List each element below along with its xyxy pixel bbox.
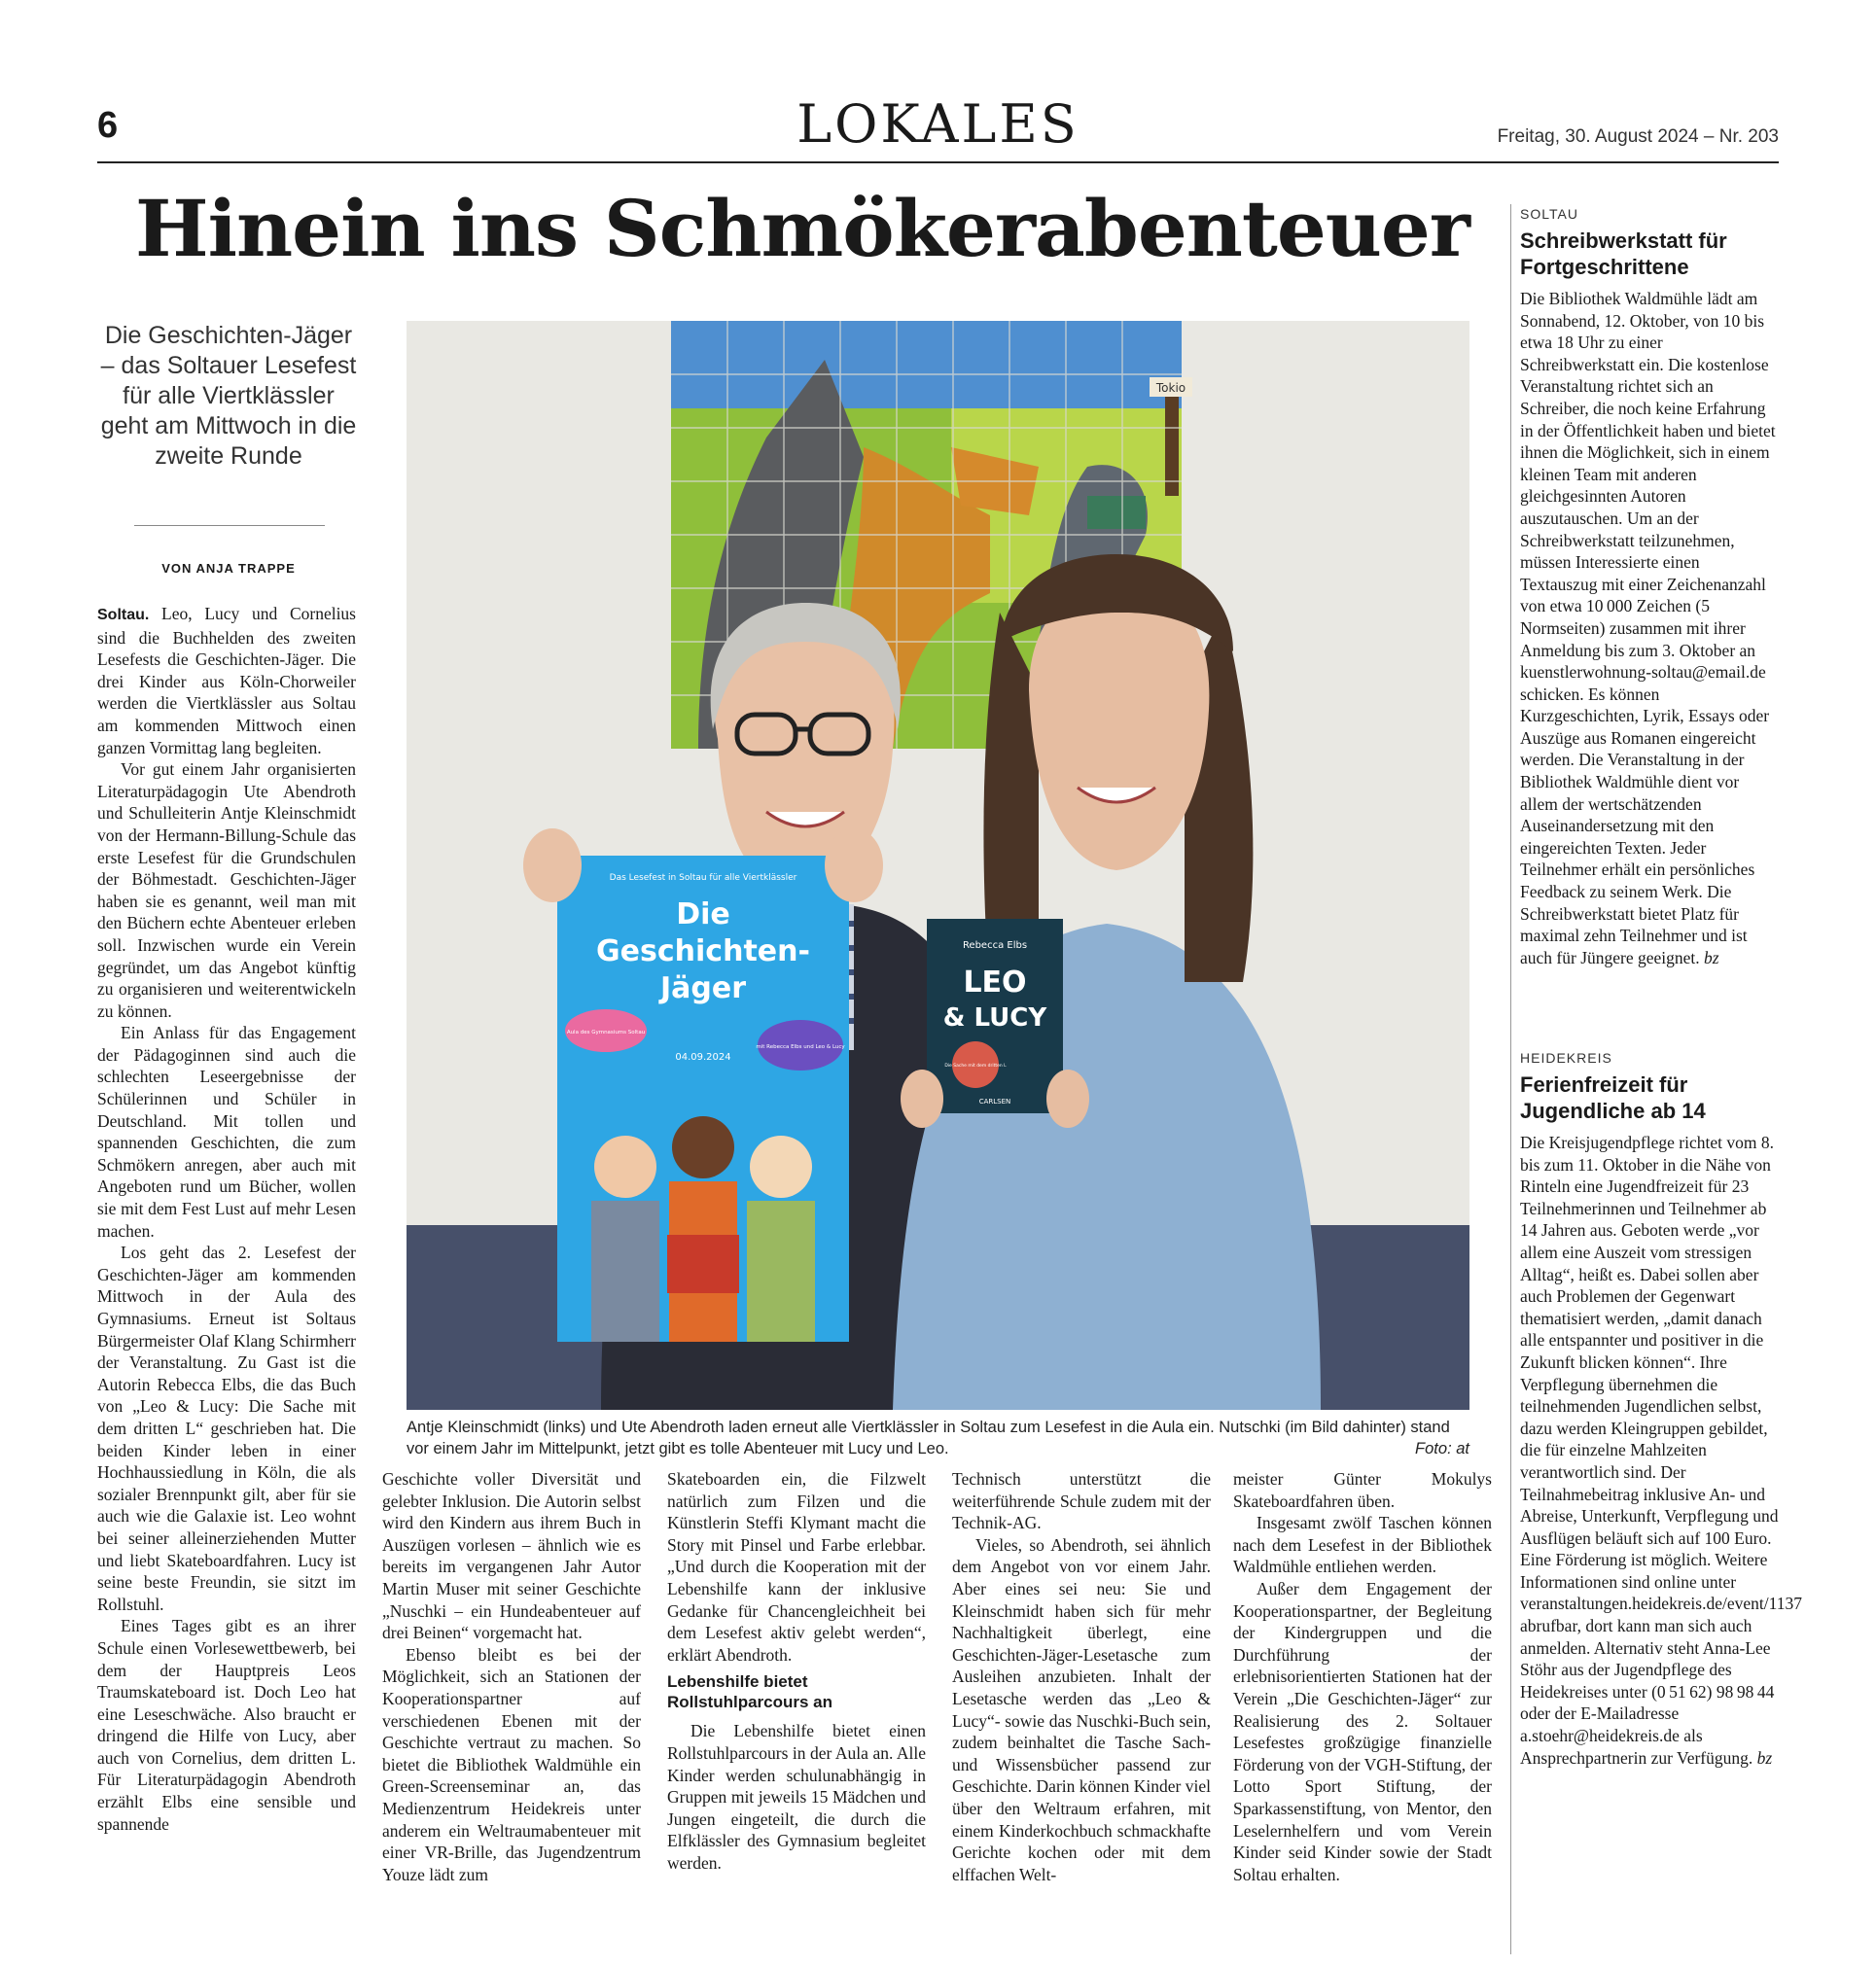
page-number: 6 bbox=[97, 105, 119, 146]
section-title: LOKALES bbox=[796, 93, 1080, 155]
paragraph: Eines Tages gibt es an ihrer Schule einen Vorlesewettbewerb, bei dem der Hauptpreis Leos Traumskateboard ist. Doch Leo hat eine Leseschwäche. Also braucht er dringend die Hilfe von Lucy, aber auch von Cornelius, dem dritten L. Für Literaturpädagogin Abendroth erzählt Elbs eine sensible und spannende bbox=[97, 1616, 356, 1834]
poster-top-line: Das Lesefest in Soltau für alle Viertklässler bbox=[609, 873, 797, 883]
sidebar-item-schreibwerkstatt bbox=[1520, 206, 1781, 968]
paragraph: Los geht das 2. Lesefest der Geschichten-Jäger am kommenden Mittwoch in der Aula des Gymnasiums. Erneut ist Soltaus Bürgermeister Olaf Klang Schirmherr der Veranstaltung. Zu Gast ist die Autorin Rebecca Elbs, die das Buch von „Leo & Lucy: Die Sache mit dem dritten L“ geschrieben hat. Die beiden Kinder leben in einer Hochhaussiedlung in Köln, die als sozialer Brennpunkt gilt, aber für sie auch wie die Galaxie ist. Leo wohnt bei seiner alleinerziehenden Mutter und liebt Skateboardfahren. Lucy ist seine beste Freundin, sie sitzt im Rollstuhl. bbox=[97, 1243, 356, 1614]
book-poster bbox=[557, 856, 849, 1342]
teaser-divider bbox=[134, 525, 325, 526]
poster-bubble-left: Aula des Gymnasiums Soltau bbox=[566, 1030, 646, 1036]
paragraph: Skateboarden ein, die Filzwelt natürlich zum Filzen und die Künstlerin Steffi Klymant macht die Story mit Pinsel und Farbe erlebbar. „Und durch die Kooperation mit der Lebenshilfe kann der inklusive Gedanke für Chancengleichheit bei dem Lesefest aktiv gelebt werden“, erklärt Abendroth. bbox=[667, 1469, 926, 1665]
article-subheading: Lebenshilfe bietet Rollstuhlparcours an bbox=[667, 1672, 833, 1712]
article-headline: Hinein ins Schmökerabenteuer bbox=[135, 183, 1469, 274]
book-subtitle: Die Sache mit dem dritten L bbox=[944, 1064, 1007, 1069]
paragraph: Vieles, so Abendroth, sei ähnlich dem Angebot von vor einem Jahr. Aber eines sei neu: Sie und Kleinschmidt haben sich für mehr Nachhaltigkeit überlegt, eine Geschichten-Jäger-Lesetasche zum Ausleihen anzubieten. Inhalt der Lesetasche werden das „Leo & Lucy“- sowie das Nuschki-Buch sein, zudem beinhaltet die Tasche Sach- und Wissensbücher passend zur Geschichte. Darin können Kinder viel über den Weltraum erfahren, mit einem Kinderkochbuch schmackhafte Gerichte kochen oder mit dem elffachen Welt- bbox=[952, 1534, 1211, 1884]
sidebar-signature: bz bbox=[1756, 1747, 1773, 1768]
paragraph: Geschichte voller Diversität und gelebter Inklusion. Die Autorin selbst wird den Kindern aus ihrem Buch in Auszügen vorlesen – ähnlich wie es bereits im vergangenen Jahr Autor Martin Muser mit seiner Geschichte „Nuschki – ein Hundeabenteuer auf drei Beinen“ vorgemacht hat. bbox=[382, 1469, 641, 1643]
poster-title-line2: Geschichten- bbox=[596, 934, 810, 968]
byline: VON ANJA TRAPPE bbox=[161, 561, 296, 576]
paragraph-text: Leo, Lucy und Cornelius sind die Buchhelden des zweiten Lesefests die Geschichten-Jäger. Die drei Kinder aus Köln-Chorweiler werden die Viertklässler aus Soltau am kommenden Mittwoch einen ganzen Vormittag lang begleiten. bbox=[97, 604, 356, 757]
book-publisher: CARLSEN bbox=[978, 1098, 1011, 1106]
book-leo-lucy bbox=[927, 919, 1063, 1113]
sidebar-text bbox=[1520, 1132, 1802, 1769]
article-column-5 bbox=[1233, 1468, 1492, 1885]
poster-date: 04.09.2024 bbox=[675, 1052, 731, 1063]
paragraph: meister Günter Mokulys Skateboardfahren üben. bbox=[1233, 1469, 1492, 1511]
poster-bubble-right: mit Rebecca Elbs und Leo & Lucy bbox=[756, 1044, 845, 1050]
painting-sign-text: Tokio bbox=[1155, 381, 1186, 395]
paragraph: Technisch unterstützt die weiterführende Schule zudem mit der Technik-AG. bbox=[952, 1469, 1211, 1533]
poster-title-line3: Jäger bbox=[659, 971, 747, 1005]
sidebar-headline: Ferienfreizeit für Jugendliche ab 14 bbox=[1520, 1072, 1706, 1123]
paragraph: Ein Anlass für das Engagement der Pädagoginnen sind auch die schlechten Leseergebnisse der Schülerinnen und Schüler in Deutschland. Mit tollen und spannenden Geschichten, die zum Schmökern anregen, aber auch mit Angeboten rund um Bücher, wollen sie mit dem Fest Lust auf mehr Lesen machen. bbox=[97, 1023, 356, 1241]
sidebar-signature: bz bbox=[1704, 947, 1719, 967]
book-title-line1: LEO bbox=[963, 965, 1027, 1000]
book-author: Rebecca Elbs bbox=[962, 940, 1028, 951]
poster-title-line1: Die bbox=[676, 897, 730, 931]
photo-caption bbox=[407, 1417, 1469, 1459]
article-teaser: Die Geschichten-Jäger – das Soltauer Lesefest für alle Viertklässler geht am Mittwoch in die zweite Runde bbox=[100, 322, 357, 470]
sidebar-text bbox=[1520, 288, 1781, 968]
article-column-3 bbox=[667, 1468, 926, 1875]
paragraph: Außer dem Engagement der Kooperationspartner, der Begleitung der Kindergruppen und die Durchführung der erlebnisorientierten Stationen hat der Verein „Die Geschichten-Jäger“ zur Realisierung des 2. Soltauer Lesefestes großzügige finanzielle Förderung von der VGH-Stiftung, der Lotto Sport Stiftung, der Sparkassenstiftung, von Mentor, den Leselernhelfern und vom Verein Kinder seid Kinder sowie der Stadt Soltau erhalten. bbox=[1233, 1578, 1492, 1884]
article-column-1 bbox=[97, 603, 356, 1835]
paragraph: Insgesamt zwölf Taschen können nach dem Lesefest in der Bibliothek Waldmühle entliehen werden. bbox=[1233, 1513, 1492, 1577]
sidebar-divider bbox=[1510, 204, 1511, 1954]
sidebar-body: Die Bibliothek Waldmühle lädt am Sonnabend, 12. Oktober, von 10 bis etwa 18 Uhr zu einer Schreibwerkstatt ein. Die kostenlose Veranstaltung richtet sich an Schreiber, die noch keine Erfahrung in der Öffentlichkeit haben und bietet ihnen die Möglichkeit, sich in einem kleinen Team mit anderen gleichgesinnten Autoren auszutauschen. Um an der Schreibwerkstatt teilzunehmen, müssen Interessierte einen Textauszug mit einer Zeichenanzahl von etwa 10 000 Zeichen (5 Normseiten) zusammen mit ihrer Anmeldung bis zum 3. Oktober an kuenstlerwohnung-soltau@email.de schicken. Es können Kurzgeschichten, Lyrik, Essays oder Auszüge aus Romanen eingereicht werden. Die Veranstaltung in der Bibliothek Waldmühle dient vor allem der wertschätzenden Auseinandersetzung mit den eingereichten Texten. Jeder Teilnehmer erhält ein persönliches Feedback zu seinem Werk. Die Schreibwerkstatt bietet Platz für maximal zehn Teilnehmer und ist auch für Jüngere geeignet. bbox=[1520, 289, 1776, 967]
paragraph: Die Lebenshilfe bietet einen Rollstuhlparcours in der Aula an. Alle Kinder werden schulunabhängig in Gruppen mit jeweils 15 Mädchen und Jungen eingeteilt, die durch die Elfklässler des Gymnasium begleitet werden. bbox=[667, 1721, 926, 1873]
paragraph: Ebenso bleibt es bei der Möglichkeit, sich an Stationen der Kooperationspartner auf verschiedenen Ebenen mit der Geschichte vertraut zu machen. So bietet die Bibliothek Waldmühle ein Green-Screenseminar an, das Medienzentrum Heidekreis unter anderem ein Weltraumabenteuer mit einer VR-Brille, das Jugendzentrum Youze lädt zum bbox=[382, 1644, 641, 1884]
sidebar-body: Die Kreisjugendpflege richtet vom 8. bis zum 11. Oktober in die Nähe von Rinteln eine Jugendfreizeit für 23 Teilnehmerinnen und Teilnehmer ab 14 Jahren aus. Geboten werde „vor allem eine Auszeit vom stressigen Alltag“, heißt es. Dabei sollen aber auch Problemen der Gegenwart thematisiert werden, „damit danach alle entspannter und positiver in die Zukunft blicken können“. Ihre Verpflegung übernehmen die teilnehmenden Jugendlichen selbst, dazu werden Kleingruppen gebildet, die für einzelne Mahlzeiten verantwortlich sind. Der Teilnahmebeitrag inklusive An- und Abreise, Unterkunft, Verpflegung und Ausflügen beläuft sich auf 100 Euro. Eine Förderung ist möglich. Weitere Informationen sind online unter veranstaltungen.heidekreis.de/event/1137 abrufbar, dort kann man sich auch anmelden. Alternativ steht Anna-Lee Stöhr aus der Jugendpflege des Heidekreises unter (0 51 62) 98 98 44 oder der E-Mailadresse a.stoehr@heidekreis.de als Ansprechpartnerin zur Verfügung. bbox=[1520, 1133, 1802, 1768]
article-column-2 bbox=[382, 1468, 641, 1885]
photo-illustration bbox=[407, 321, 1469, 1410]
issue-date: Freitag, 30. August 2024 – Nr. 203 bbox=[1497, 126, 1779, 147]
sidebar-item-ferienfreizeit bbox=[1520, 1050, 1802, 1769]
paragraph: Vor gut einem Jahr organisierten Literaturpädagogin Ute Abendroth und Schulleiterin Antje Kleinschmidt von der Hermann-Billung-Schule das erste Lesefest für die Grundschulen der Böhmestadt. Geschichten-Jäger haben sie es genannt, weil man mit den Büchern echte Abenteuer erleben soll. Inzwischen wurde ein Verein gegründet, um das Angebot künftig zu organisieren und weiterentwickeln zu können. bbox=[97, 759, 356, 1021]
header-rule bbox=[97, 161, 1779, 163]
photo-credit: Foto: at bbox=[1415, 1440, 1469, 1457]
dateline-location: Soltau. bbox=[97, 607, 150, 623]
caption-text: Antje Kleinschmidt (links) und Ute Abendroth laden erneut alle Viertklässler in Soltau zum Lesefest in die Aula ein. Nutschki (im Bild dahinter) stand vor einem Jahr im Mittelpunkt, jetzt gibt es tolle Abenteuer mit Lucy und Leo. bbox=[407, 1419, 1450, 1457]
sidebar-headline: Schreibwerkstatt für Fortgeschrittene bbox=[1520, 228, 1727, 279]
book-title-line2: & LUCY bbox=[942, 1003, 1047, 1033]
article-column-4 bbox=[952, 1468, 1211, 1885]
sidebar-kicker: HEIDEKREIS bbox=[1520, 1050, 1612, 1066]
sidebar-kicker: SOLTAU bbox=[1520, 206, 1578, 222]
paragraph bbox=[97, 603, 356, 758]
article-photo bbox=[407, 321, 1469, 1410]
